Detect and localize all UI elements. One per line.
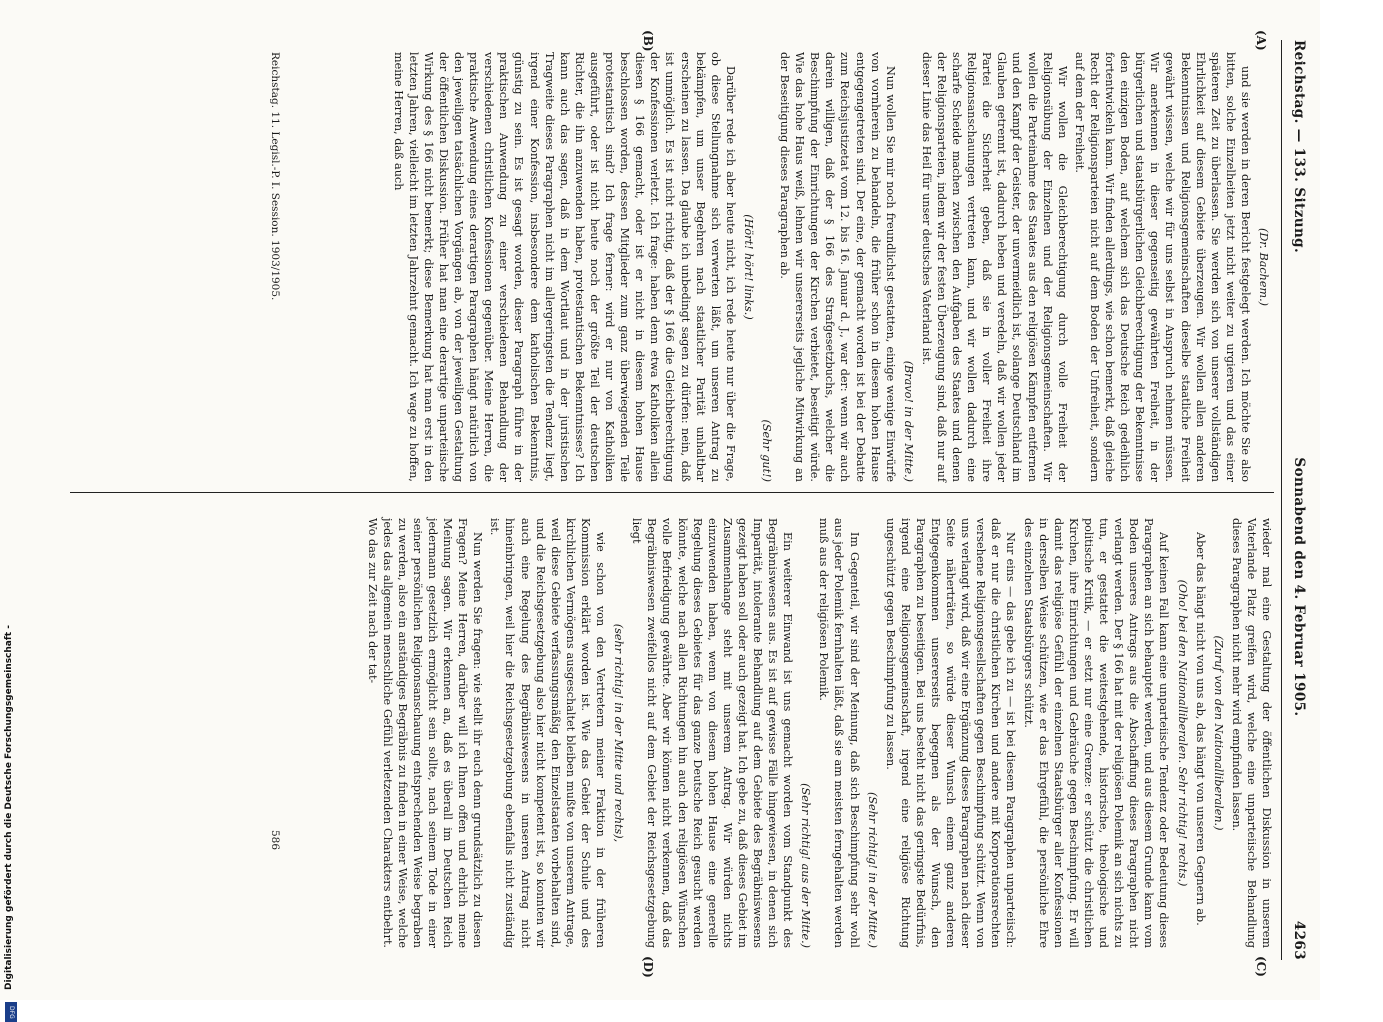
paragraph: Nun werden Sie fragen: wie stellt ihr euch denn grundsätzlich zu diesen Fragen? Meine Herren, darüber will ich Ihnen offen und ehrlich meine Meinung sagen. Wir erkennen an, daß es überall im Deutschen Reich jedermann gesetzlich ermöglicht sein sollte, nach seinem Tode in einer seiner persönlichen Religionsanschauung entsprechenden Weise begraben zu werden, also ein anständiges Begräbnis zu finden in einer Weise, welche jedes das allgemein menschliche Gefühl verletzenden Charakters entbehrt. Wo das zur Zeit nach der tat- [365, 518, 485, 948]
paragraph: Darüber rede ich aber heute nicht, ich rede heute nur über die Frage, ob diese Stellungnahme sich verwerten läßt, um unseren Antrag zu bekämpfen, um unser Begehren nach staatlicher Parität unhaltbar erscheinen zu lassen. Da glaube ich unbedingt sagen zu dürfen: nein, daß ist unmöglich. Es ist nicht richtig, daß der § 166 die Gleichberechtigung der Konfessionen verletzt. Ich frage: haben denn etwa Katholiken allein diesen § 166 gemacht, oder ist er nicht in diesem hohen Hause beschlossen worden, dessen Mitglieder zum ganz überwiegenden Teile protestantisch sind? Ich frage ferner: wird er nur von Katholiken ausgeführt, oder ist nicht heute noch der größte Teil der deutschen Richter, die ihn anzuwenden haben, protestantischen Bekenntnisses? Ich kann auch das sagen, daß in dem Wortlaut und in der juristischen Tragweite dieses Paragraphen nicht im allergeringsten die Tendenz liegt, irgend einer Konfession, insbesondere dem katholischen Bekenntnis, günstig zu sein. Es ist gesagt worden, dieser Paragraph führe in der praktischen Anwendung zu einer verschiedenen Behandlung der verschiedenen christlichen Konfessionen gegenüber. Meine Herren, die praktische Anwendung eines derartigen Paragraphen hängt natürlich von den jeweiligen tatsächlichen Vorgängen ab, von der jeweiligen Gestaltung der öffentlichen Diskussion. Früher hat man eine derartige unparteiische Wirkung des § 166 nicht bemerkt; diese Bemerkung hat man erst in den letzten Jahren, vielleicht im letzten Jahrzehnt gemacht. Ich wage zu hoffen, meine Herren, daß auch [391, 52, 737, 482]
paragraph: Wir wollen die Gleichberechtigung durch volle Freiheit der Religionsübung der Einzelnen und der Religionsgemeinschaften. Wir wollen die Parteinahme des Staates aus den religiösen Kämpfen entfernen und den Kampf der Geister, der unvermeidlich ist, solange Deutschland im Glauben getrennt ist, dadurch heben und veredeln, daß wir wollen jeder Partei die Sicherheit geben, daß sie in voller Freiheit ihre Religionsanschauungen vertreten kann, und wir wollen dadurch eine scharfe Scheide machen zwischen den Aufgaben des Staates und denen der Religionsparteien, indem wir der festen Überzeugung sind, daß nur auf dieser Linie das Heil für unser deutsches Vaterland ist. [919, 52, 1069, 482]
margin-letter-a: (A) [1254, 30, 1268, 51]
header-left: Reichstag. — 133. Sitzung. [1290, 40, 1307, 254]
paragraph: und sie werden in deren Bericht festgelegt werden. Ich möchte Sie also bitten, solche Einzelheiten jetzt nicht weiter zu urgieren und das einer späteren Zeit zu überlassen. Sie werden sich von unserer vollständigen Ehrlichkeit auf diesem Gebiete überzeugen. Wir wollen allen anderen Bekenntnissen und Religionsgemeinschaften dieselbe staatliche Freiheit gewährt wissen, welche wir für uns selbst in Anspruch nehmen müssen. Wir anerkennen in dieser gegenseitig gewährten Freiheit, in der bürgerlichen und staatsbürgerlichen Gleichberechtigung der Bekenntnisse den einzigen Boden, auf welchem sich das Deutsche Reich gedeihlich fortentwickeln kann. Wir finden allerdings, wie schon bemerkt, daß gleiche Recht der Religionsparteien nicht auf dem Boden der Unfreiheit, sondern auf dem der Freiheit. [1072, 52, 1252, 482]
page-header [1284, 40, 1312, 960]
column-divider [70, 492, 1274, 493]
interjection: (Zuruf von den Nationalliberalen.) [1211, 635, 1225, 831]
page-number: 4263 [1290, 920, 1307, 960]
interjection: (Sehr richtig! aus der Mitte.) [799, 783, 813, 948]
right-column [363, 518, 1274, 948]
header-rule [1281, 40, 1282, 960]
paragraph: Nur eins — das gebe ich zu — ist bei diesem Paragraphen unparteiisch: daß er nur die christlichen Kirchen und andere mit Korporationsrechten versehene Religionsgesellschaften gegen Beschimpfung schützt. Wenn von uns verlangt wird, daß wir eine Ergänzung dieses Paragraphen nach dieser Seite näherträten, so würde dieser Wunsch einem ganz anderen Entgegenkommen unsererseits begegnen als der Wunsch, den Paragraphen zu beseitigen. Bei uns besteht nicht das geringste Bedürfnis, irgend eine Religionsgemeinschaft, irgend eine religiöse Richtung ungeschützt gegen Beschimpfung zu lassen. [883, 518, 1018, 948]
paragraph: Nun wollen Sie mir noch freundlichst gestatten, einige wenige Einwürfe von vornherein zu behandeln, die früher schon in diesem hohen Hause entgegengetreten sind. Der eine, der gemacht worden ist bei der Debatte zum Reichsjustizetat vom 12. bis 16. Januar d. J., war der: wenn wir auch darein willigen, daß der § 166 des Strafgesetzbuchs, welcher die Beschimpfung der Einrichtungen der Kirchen verbietet, beseitigt würde. Wie das hohe Haus weiß, lehnen wir unsererseits jegliche Mitwirkung an der Beseitigung dieses Paragraphen ab. [778, 52, 897, 482]
interjection: (sehr richtig! in der Mitte und rechts), [612, 623, 626, 843]
interjection: (Dr. Bachem.) [1257, 227, 1270, 307]
paragraph: Auf keinen Fall kann eine unparteiische Tendenz oder Bedeutung dieses Paragraphen an sich behauptet werden, und aus diesem Grunde kann vom Boden unseres Antrags aus die Abschaffung dieses Paragraphen nicht verlangt werden. Der § 166 hat mit der religiösen Polemik an sich nichts zu tun, er gestattet die weitestgehende, historische, theologische und politische Kritik, — er setzt nur eine Grenze: er schützt die christlichen Kirchen, ihre Einrichtungen und Gebräuche gegen Beschimpfung. Er will damit das religiöse Gefühl der einzelnen Staatsbürger aller Konfessionen in derselben Weise schützen, wie er das Ehrgefühl, die persönliche Ehre des einzelnen Staatsbürgers schützt. [1021, 518, 1171, 948]
margin-letter-c: (C) [1254, 956, 1268, 977]
digitization-credit [4, 30, 18, 1019]
interjection: (Sehr richtig! in der Mitte.) [865, 791, 879, 948]
interjection: (Hört! hört! links.) [741, 214, 755, 320]
interjection: (Sehr gut!) [760, 419, 773, 482]
interjection: (Bravo! in der Mitte.) [901, 360, 915, 482]
left-column [389, 52, 1274, 482]
footer-session: Reichstag. 11. Legisl.-P. I. Session. 1903/1905. [269, 52, 281, 301]
credit-text: Digitalisierung gefördert durch die Deutsche Forschungsgemeinschaft - [4, 625, 14, 990]
margin-letter-b: (B) [641, 30, 655, 52]
margin-letter-d: (D) [641, 956, 655, 978]
header-date: Sonnabend den 4. Februar 1905. [1290, 457, 1307, 717]
paragraph: wieder mal eine Gestaltung der öffentlichen Diskussion in unserem Vaterlande Platz greifen wird, welche eine unparteiische Behandlung dieses Paragraphen nicht mehr wird empfinden lassen. [1229, 518, 1273, 948]
paragraph: Aber das hängt nicht von uns ab, das hängt von unseren Gegnern ab. [1193, 532, 1207, 926]
interjection: (Oho! bei den Nationalliberalen. Sehr richtig! rechts.) [1175, 579, 1189, 887]
paragraph: Ein weiterer Einwand ist uns gemacht worden vom Standpunkt des Begräbniswesens aus. Es ist auf gewisse Fälle hingewiesen, in denen sich Imparität, intolerante Behandlung auf dem Gebiete des Begräbniswesens gezeigt haben soll oder auch gezeigt hat. Ich gebe zu, daß dieses Gebiet im Zusammenhange steht mit unserem Antrag. Wir würden nichts einzuwenden haben, wenn von diesem hohen Hause eine generelle Regelung dieses Gebietes für das ganze Deutsche Reich gesucht werden könnte, welche nach allen Richtungen hin auch den religiösen Wünschen volle Befriedigung gewährte. Aber wir können nicht verkennen, daß das Begräbniswesen zweifellos nicht auf dem Gebiet der Reichsgesetzgebung liegt [630, 518, 795, 948]
dfg-logo: DFG [5, 1002, 17, 1022]
paragraph: Im Gegenteil, wir sind der Meinung, daß sich Beschimpfung sehr wohl aus jeder Polemik fernhalten läßt, daß sie am meisten ferngehalten werden muß aus der religiösen Polemik. [817, 518, 861, 948]
paragraph: wie schon von den Vertretern meiner Fraktion in der früheren Kommission erklärt worden ist. Wie das Gebiet der Schule und des kirchlichen Vermögens ausgeschaltet bleiben mußte von unserem Antrage, weil diese Gebiete verfassungsmäßig den Einzelstaaten vorbehalten sind, und die Reichsgesetzgebung also hier nicht kompetent ist, so konnten wir auch eine Regelung des Begräbniswesens in unseren Antrag nicht hineinbringen, weil hier die Reichsgesetzgebung ebenfalls nicht zuständig ist. [488, 518, 608, 948]
footer-sheet-number: 586 [269, 830, 281, 851]
